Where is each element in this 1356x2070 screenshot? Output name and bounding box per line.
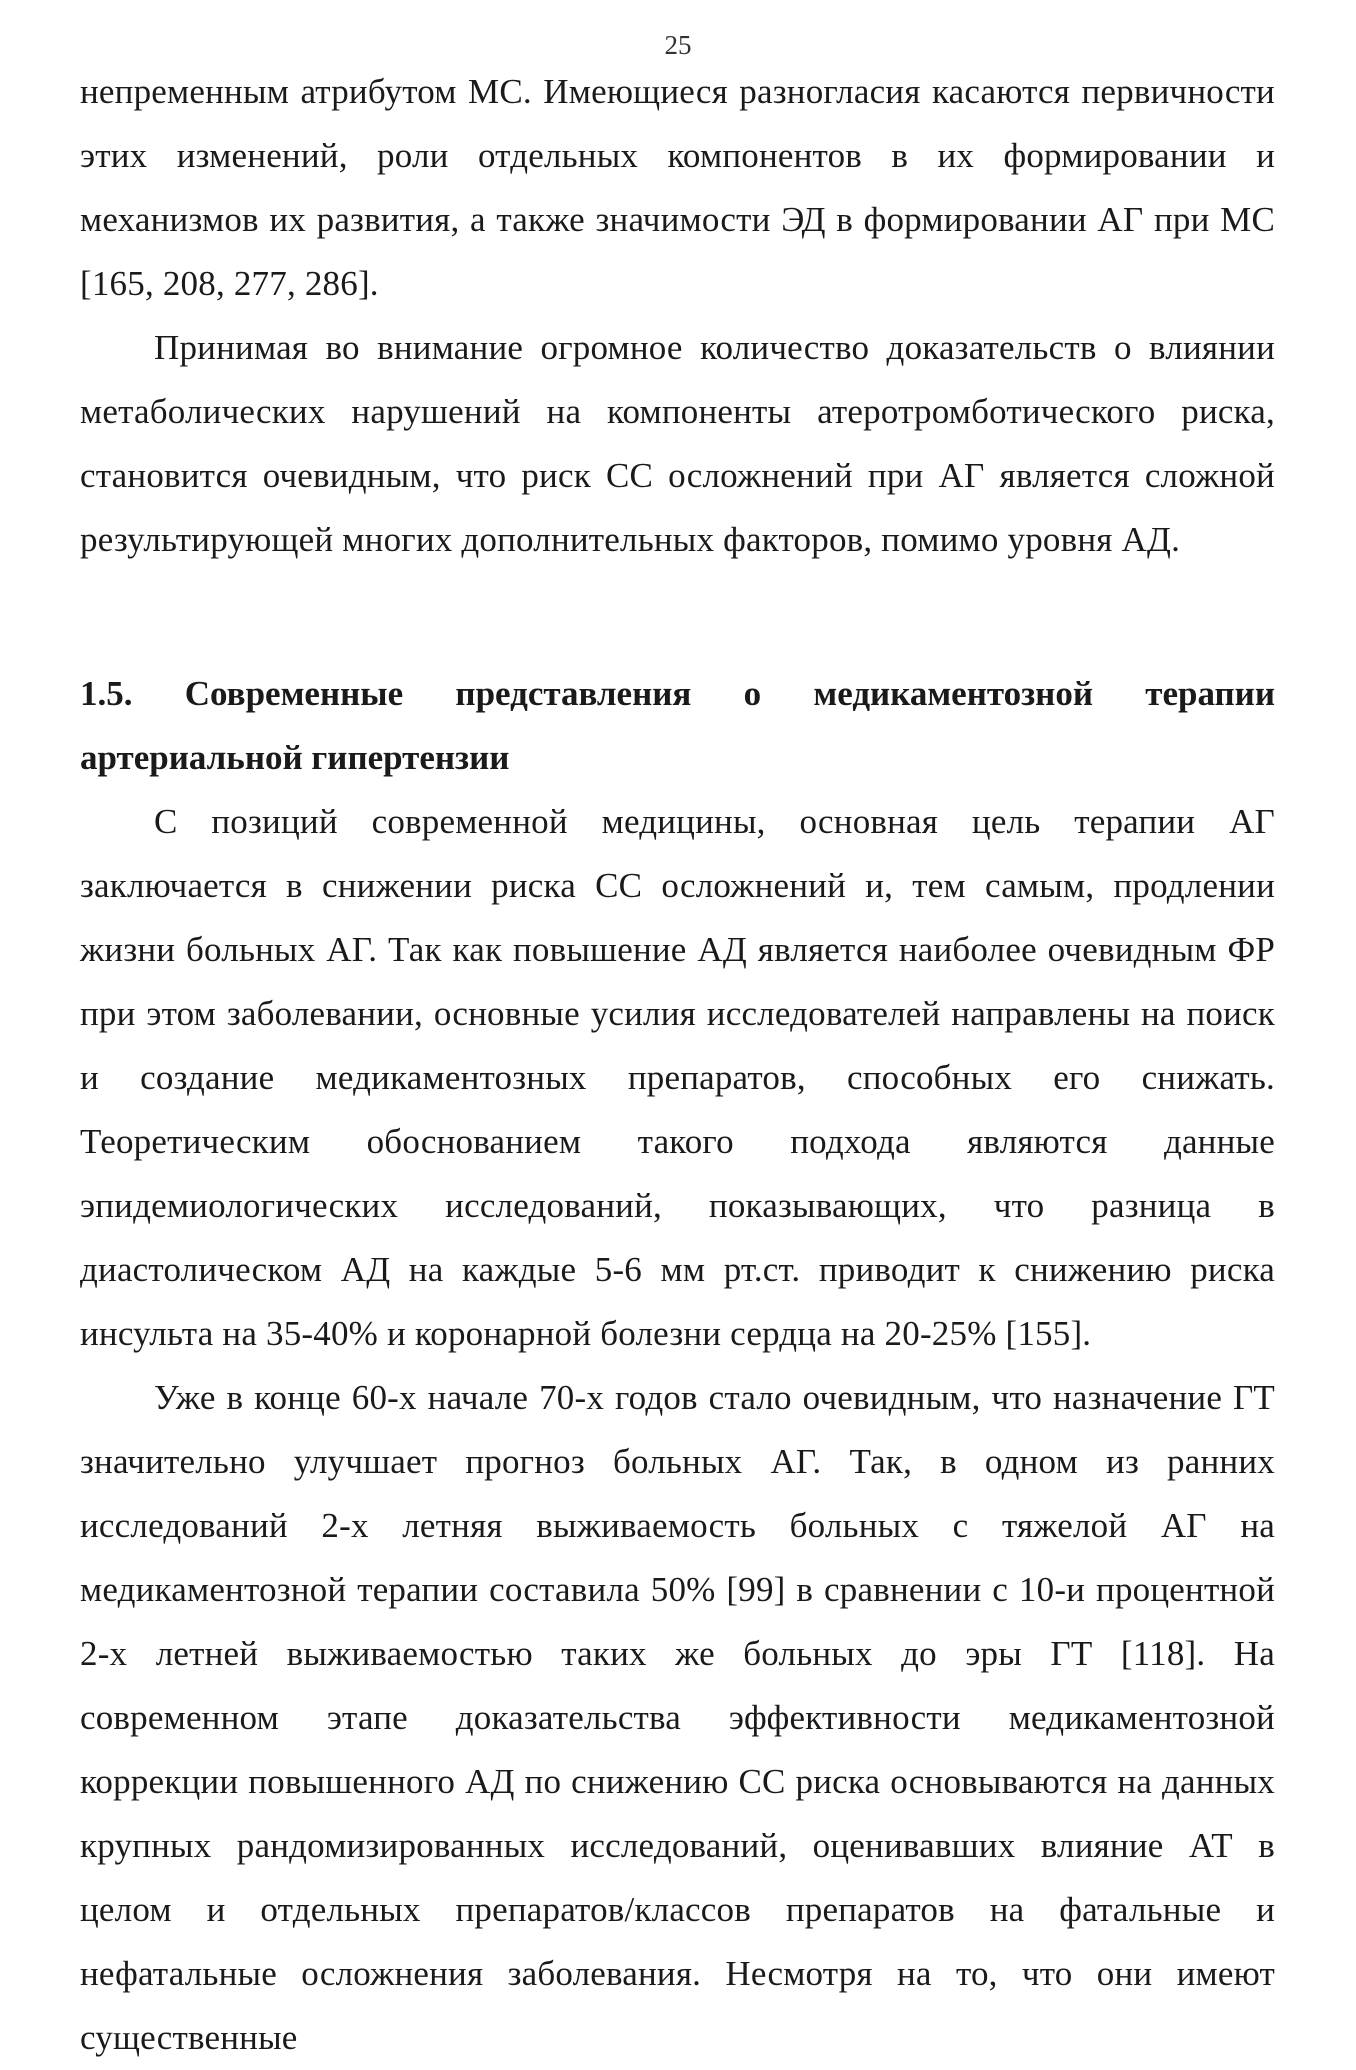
section-text-block — [80, 790, 1275, 2070]
paragraph: Уже в конце 60-х начале 70-х годов стало очевидным, что назначение ГТ значительно улучшает прогноз больных АГ. Так, в одном из ранних исследований 2-х летняя выживаемость больных с тяжелой АГ на медикаментозной терапии составила 50% [99] в сравнении с 10-и процентной 2-х летней выживаемостью таких же больных до эры ГТ [118]. На современном этапе доказательства эффективности медикаментозной коррекции повышенного АД по снижению СС риска основываются на данных крупных рандомизированных исследований, оценивавших влияние АТ в целом и отдельных препаратов/классов препаратов на фатальные и нефатальные осложнения заболевания. Несмотря на то, что они имеют существенные — [80, 1378, 1275, 2057]
paragraph: С позиций современной медицины, основная цель терапии АГ заключается в снижении риска СС осложнений и, тем самым, продлении жизни больных АГ. Так как повышение АД является наиболее очевидным ФР при этом заболевании, основные усилия исследователей направлены на поиск и создание медикаментозных препаратов, способных его снижать. Теоретическим обоснованием такого подхода являются данные эпидемиологических исследований, показывающих, что разница в диастолическом АД на каждые 5-6 мм рт.ст. приводит к снижению риска инсульта на 35-40% и коронарной болезни сердца на 20-25% [155]. — [80, 802, 1275, 1353]
paragraph: Принимая во внимание огромное количество доказательств о влиянии метаболических нарушений на компоненты атеротромботического риска, становится очевидным, что риск СС осложнений при АГ является сложной результирующей многих дополнительных факторов, помимо уровня АД. — [80, 328, 1275, 559]
page-number: 25 — [664, 30, 692, 60]
paragraph-continuation: непременным атрибутом МС. Имеющиеся разногласия касаются первичности этих изменений, роли отдельных компонентов в их формировании и механизмов их развития, а также значимости ЭД в формировании АГ при МС [165, 208, 277, 286]. — [80, 72, 1275, 303]
top-text-block — [80, 60, 1275, 572]
section-heading: 1.5. Современные представления о медикаментозной терапии артериальной гипертензии — [80, 674, 1275, 777]
